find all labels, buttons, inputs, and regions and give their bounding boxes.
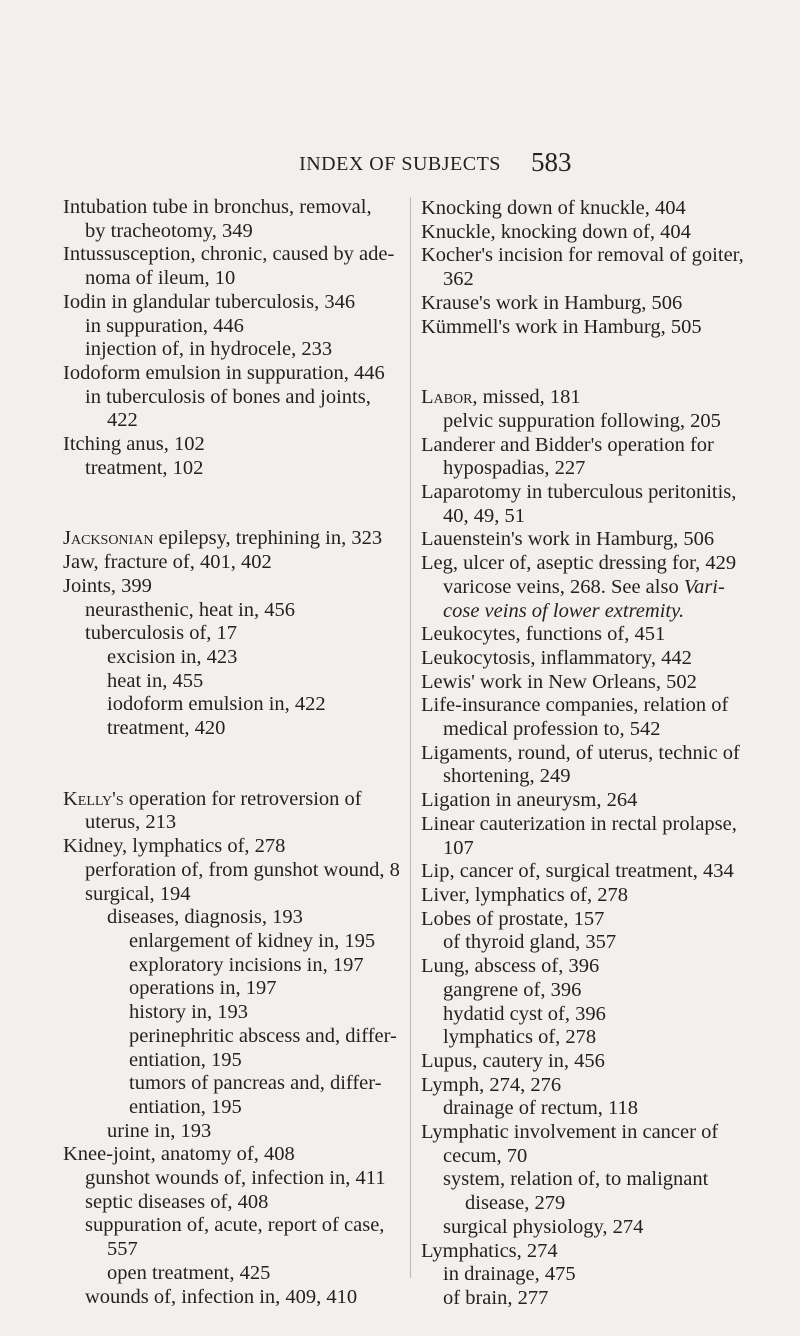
index-entry: Liver, lymphatics of, 278	[421, 883, 628, 906]
index-subentry: neurasthenic, heat in, 456	[85, 598, 296, 621]
index-subentry: history in, 193	[129, 1001, 249, 1024]
index-subentry: entiation, 195	[129, 1095, 242, 1118]
index-entry: Jacksonian epilepsy, trephining in, 323	[63, 527, 383, 550]
section-head-word: Kelly's	[63, 787, 124, 810]
index-entry: Knee-joint, anatomy of, 408	[63, 1143, 295, 1166]
index-subentry: varicose veins, 268. See also Vari-	[443, 575, 725, 598]
index-entry: Kocher's incision for removal of goiter,	[421, 244, 744, 267]
index-subentry: open treatment, 425	[107, 1261, 271, 1284]
index-subentry: hydatid cyst of, 396	[443, 1002, 606, 1025]
index-subentry: in drainage, 475	[443, 1263, 576, 1286]
index-subentry: 362	[443, 268, 474, 291]
index-subentry: noma of ileum, 10	[85, 267, 236, 290]
index-entry: Jaw, fracture of, 401, 402	[63, 551, 272, 574]
index-subentry: disease, 279	[465, 1192, 566, 1215]
section-gap	[421, 339, 763, 386]
section-head-word: Jacksonian	[63, 527, 154, 550]
index-entry: Lupus, cautery in, 456	[421, 1049, 605, 1072]
index-entry: Leukocytes, functions of, 451	[421, 623, 666, 646]
index-subentry: by tracheotomy, 349	[85, 219, 253, 242]
index-entry: Joints, 399	[63, 574, 152, 597]
index-subentry: urine in, 193	[107, 1119, 212, 1142]
index-column-right	[410, 197, 763, 1309]
index-entry: Lymphatic involvement in cancer of	[421, 1121, 719, 1144]
index-subentry: hypospadias, 227	[443, 457, 586, 480]
index-entry: Leukocytosis, inflammatory, 442	[421, 646, 692, 669]
index-subentry: 557	[107, 1238, 138, 1261]
index-subentry: uterus, 213	[85, 811, 177, 834]
index-entry: Knocking down of knuckle, 404	[421, 197, 686, 219]
index-entry: Landerer and Bidder's operation for	[421, 433, 714, 456]
index-subentry: surgical, 194	[85, 882, 191, 905]
index-subentry: enlargement of kidney in, 195	[129, 929, 376, 952]
index-entry: Intussusception, chronic, caused by ade-	[63, 243, 395, 266]
index-entry: Kelly's operation for retroversion of	[63, 787, 362, 810]
index-subentry: 107	[443, 836, 474, 859]
index-subentry: suppuration of, acute, report of case,	[85, 1214, 385, 1237]
index-subentry: heat in, 455	[107, 669, 204, 692]
index-subentry: injection of, in hydrocele, 233	[85, 338, 333, 361]
index-subentry: cecum, 70	[443, 1144, 528, 1167]
index-entry: Lip, cancer of, surgical treatment, 434	[421, 860, 734, 883]
section-gap	[63, 741, 388, 788]
index-subentry: operations in, 197	[129, 977, 277, 1000]
index-subentry: gunshot wounds of, infection in, 411	[85, 1167, 386, 1190]
index-subentry: exploratory incisions in, 197	[129, 953, 364, 976]
index-subentry: cose veins of lower extremity.	[443, 599, 685, 622]
index-entry: Ligaments, round, of uterus, technic of	[421, 741, 740, 764]
index-subentry: perforation of, from gunshot wound, 8	[85, 858, 400, 881]
index-subentry: wounds of, infection in, 409, 410	[85, 1285, 358, 1308]
index-subentry: 422	[107, 409, 138, 432]
index-subentry: in suppuration, 446	[85, 314, 244, 337]
index-subentry: tumors of pancreas and, differ-	[129, 1072, 382, 1095]
running-title: INDEX OF SUBJECTS	[299, 153, 501, 175]
section-head-word: Labor,	[421, 386, 478, 409]
index-entry: Iodin in glandular tuberculosis, 346	[63, 290, 356, 313]
index-subentry: treatment, 420	[107, 717, 226, 740]
index-subentry: gangrene of, 396	[443, 978, 582, 1001]
index-entry: Iodoform emulsion in suppuration, 446	[63, 361, 385, 384]
page-header	[0, 147, 800, 187]
index-subentry: tuberculosis of, 17	[85, 622, 238, 645]
index-subentry: diseases, diagnosis, 193	[107, 906, 303, 929]
index-subentry: treatment, 102	[85, 456, 204, 479]
index-subentry: pelvic suppuration following, 205	[443, 409, 721, 432]
index-entry: Lung, abscess of, 396	[421, 955, 600, 978]
index-entry: Intubation tube in bronchus, removal,	[63, 196, 372, 218]
index-entry: Lobes of prostate, 157	[421, 907, 605, 930]
index-subentry: surgical physiology, 274	[443, 1215, 644, 1238]
index-subentry: septic diseases of, 408	[85, 1190, 269, 1213]
index-entry: Lymphatics, 274	[421, 1239, 558, 1262]
index-subentry: 40, 49, 51	[443, 504, 525, 527]
page-number: 583	[531, 147, 572, 177]
index-entry: Kidney, lymphatics of, 278	[63, 835, 286, 858]
index-entry: Laparotomy in tuberculous peritonitis,	[421, 481, 737, 504]
index-subentry: shortening, 249	[443, 765, 571, 788]
cross-reference: Vari-	[683, 575, 725, 598]
index-subentry: lymphatics of, 278	[443, 1026, 597, 1049]
index-entry: Lewis' work in New Orleans, 502	[421, 670, 697, 693]
index-entry: Itching anus, 102	[63, 433, 205, 456]
index-subentry: in tuberculosis of bones and joints,	[85, 385, 371, 408]
section-gap	[63, 480, 388, 527]
index-entry: Kümmell's work in Hamburg, 505	[421, 315, 702, 338]
index-subentry: iodoform emulsion in, 422	[107, 693, 326, 716]
index-subentry: drainage of rectum, 118	[443, 1097, 639, 1120]
index-subentry: of brain, 277	[443, 1286, 549, 1309]
index-subentry: excision in, 423	[107, 645, 238, 668]
index-entry: Lauenstein's work in Hamburg, 506	[421, 528, 715, 551]
index-column-left	[63, 196, 400, 1309]
index-subentry: of thyroid gland, 357	[443, 931, 617, 954]
index-subentry: entiation, 195	[129, 1048, 242, 1071]
index-entry: Linear cauterization in rectal prolapse,	[421, 812, 737, 835]
index-entry: Leg, ulcer of, aseptic dressing for, 429	[421, 552, 737, 575]
index-entry: Knuckle, knocking down of, 404	[421, 220, 691, 243]
index-subentry: perinephritic abscess and, differ-	[129, 1024, 397, 1047]
index-entry: Lymph, 274, 276	[421, 1073, 562, 1096]
index-subentry: system, relation of, to malignant	[443, 1168, 709, 1191]
index-entry: Labor, missed, 181	[421, 386, 581, 409]
index-entry: Ligation in aneurysm, 264	[421, 789, 638, 812]
index-entry: Life-insurance companies, relation of	[421, 694, 729, 717]
index-subentry: medical profession to, 542	[443, 718, 661, 741]
index-entry: Krause's work in Hamburg, 506	[421, 291, 683, 314]
